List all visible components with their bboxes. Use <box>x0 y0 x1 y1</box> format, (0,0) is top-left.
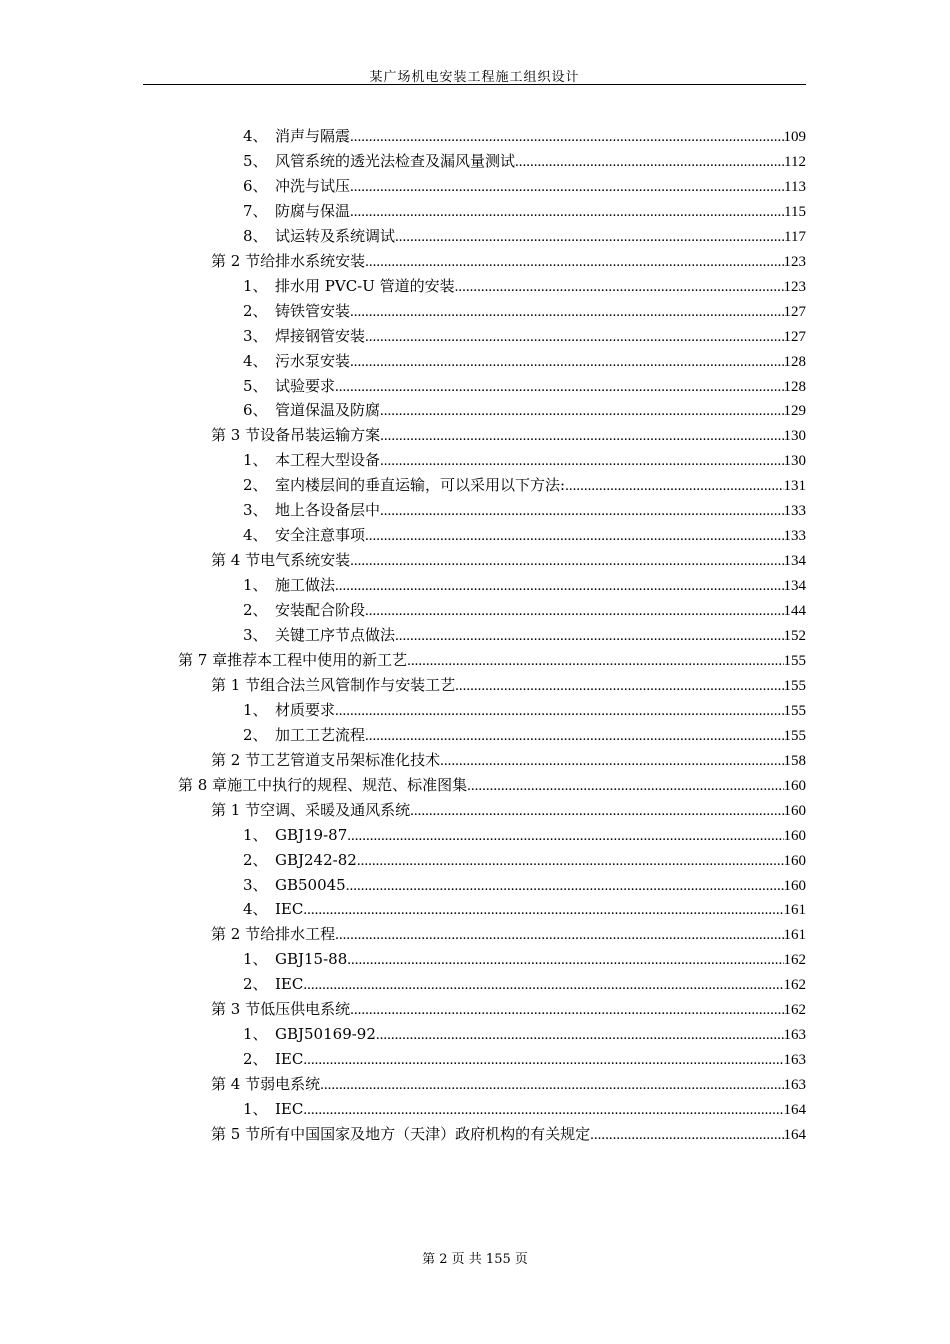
toc-entry-page: 131 <box>783 478 806 495</box>
toc-leader-dots <box>335 574 783 599</box>
toc-entry-page: 115 <box>784 203 806 220</box>
toc-entry-page: 160 <box>783 827 806 844</box>
toc-entry-number: 4、 <box>243 900 268 919</box>
toc-entry-number: 2、 <box>243 975 268 994</box>
toc-entry-number: 4、 <box>243 526 268 545</box>
toc-entry-number: 第 4 节 <box>211 551 261 570</box>
toc-entry-number: 6、 <box>243 176 268 195</box>
toc-entry-number: 8、 <box>243 226 268 245</box>
toc-entry-page: 123 <box>783 278 806 295</box>
toc-leader-dots <box>357 849 784 874</box>
toc-entry-title: 加工工艺流程 <box>275 725 366 744</box>
toc-entry-page: 133 <box>783 503 806 520</box>
toc-entry-title: 防腐与保温 <box>275 201 351 220</box>
toc-entry-number: 第 4 节 <box>211 1075 261 1094</box>
toc-entry[interactable] <box>178 773 806 798</box>
toc-leader-dots <box>376 1023 784 1048</box>
toc-entry[interactable] <box>243 623 806 648</box>
toc-entry-page: 164 <box>783 1127 806 1143</box>
toc-entry[interactable] <box>243 199 806 224</box>
toc-entry-page: 134 <box>783 553 806 570</box>
toc-entry-title: IEC <box>275 975 304 994</box>
toc-entry[interactable] <box>243 573 806 598</box>
toc-leader-dots <box>350 175 784 200</box>
toc-leader-dots <box>335 375 783 400</box>
toc-entry-title: GBJ15-88 <box>275 950 348 969</box>
toc-entry-title: 地上各设备层中 <box>275 501 381 520</box>
toc-entry[interactable] <box>211 748 806 773</box>
toc-entry-number: 1、 <box>243 451 268 470</box>
toc-entry[interactable] <box>211 1072 806 1097</box>
toc-entry[interactable] <box>243 947 806 972</box>
toc-entry[interactable] <box>243 523 806 548</box>
toc-entry[interactable] <box>243 224 806 249</box>
toc-entry-number: 3、 <box>243 626 268 644</box>
toc-entry-page: 160 <box>783 777 806 794</box>
toc-entry-title: 施工做法 <box>275 576 336 595</box>
toc-leader-dots <box>455 674 783 699</box>
toc-entry-title: 冲洗与试压 <box>275 176 351 195</box>
toc-entry-number: 第 8 章 <box>178 775 228 794</box>
toc-entry-number: 2、 <box>243 725 268 744</box>
toc-leader-dots <box>467 774 783 799</box>
toc-entry-title: GB50045 <box>275 875 346 894</box>
toc-entry-title: 关键工序节点做法 <box>275 626 396 644</box>
toc-entry[interactable] <box>211 423 806 448</box>
toc-entry-title: 空调、采暖及通风系统 <box>260 800 411 819</box>
toc-entry-page: 163 <box>783 1027 806 1044</box>
toc-entry-number: 7、 <box>243 201 268 220</box>
toc-leader-dots <box>303 973 783 998</box>
toc-entry[interactable] <box>243 374 806 399</box>
toc-leader-dots <box>350 125 783 150</box>
toc-entry[interactable] <box>243 274 806 299</box>
toc-entry-title: 试验要求 <box>275 376 336 395</box>
toc-entry[interactable] <box>243 174 806 199</box>
toc-entry-number: 第 3 节 <box>211 426 261 445</box>
toc-entry[interactable] <box>243 149 806 174</box>
toc-entry-page: 130 <box>783 453 806 470</box>
toc-entry-page: 112 <box>784 153 806 170</box>
toc-entry-page: 133 <box>783 528 806 545</box>
toc-entry-title: 消声与隔震 <box>275 127 351 145</box>
toc-entry[interactable] <box>243 897 806 922</box>
toc-entry-number: 4、 <box>243 127 268 145</box>
toc-entry[interactable] <box>243 848 806 873</box>
toc-entry-title: 弱电系统 <box>260 1075 321 1094</box>
toc-entry-page: 134 <box>783 578 806 595</box>
toc-entry[interactable] <box>243 448 806 473</box>
toc-entry-title: 所有中国国家及地方（天津）政府机构的有关规定 <box>260 1125 591 1143</box>
toc-entry-title: 焊接钢管安装 <box>275 326 366 345</box>
toc-entry[interactable] <box>243 124 806 149</box>
toc-entry-number: 3、 <box>243 326 268 345</box>
toc-entry[interactable] <box>211 249 806 274</box>
toc-entry-number: 6、 <box>243 401 268 420</box>
page-footer: 第 2 页 共 155 页 <box>422 1252 528 1267</box>
toc-entry[interactable] <box>243 972 806 997</box>
toc-entry-title: 风管系统的透光法检查及漏风量测试 <box>275 151 516 170</box>
toc-entry-number: 2、 <box>243 1050 268 1069</box>
toc-entry[interactable] <box>211 922 806 947</box>
toc-entry-title: 安装配合阶段 <box>275 601 366 620</box>
toc-entry-page: 161 <box>783 902 806 919</box>
toc-entry-title: 试运转及系统调试 <box>275 226 396 245</box>
toc-entry-title: 污水泵安装 <box>275 351 351 370</box>
toc-entry-number: 第 1 节 <box>211 800 261 819</box>
toc-entry[interactable] <box>243 598 806 623</box>
toc-entry-number: 第 7 章 <box>178 650 228 669</box>
toc-entry-number: 1、 <box>243 950 268 969</box>
toc-entry-title: 安全注意事项 <box>275 526 366 545</box>
toc-entry-page: 160 <box>783 877 806 894</box>
toc-entry-number: 第 1 节 <box>211 675 261 694</box>
toc-entry[interactable] <box>243 873 806 898</box>
toc-leader-dots <box>380 449 783 474</box>
toc-entry-number: 1、 <box>243 276 268 295</box>
toc-entry-page: 123 <box>783 253 806 270</box>
toc-entry[interactable] <box>243 823 806 848</box>
toc-entry[interactable] <box>243 473 806 498</box>
toc-entry[interactable] <box>243 324 806 349</box>
toc-leader-dots <box>515 150 784 175</box>
toc-entry[interactable] <box>211 997 806 1022</box>
toc-entry-page: 161 <box>783 927 806 944</box>
toc-entry[interactable] <box>243 299 806 324</box>
toc-entry-number: 第 3 节 <box>211 1000 261 1019</box>
toc-entry-page: 162 <box>783 1002 806 1019</box>
toc-leader-dots <box>395 225 784 250</box>
toc-entry-page: 144 <box>783 603 806 620</box>
toc-entry-page: 155 <box>783 652 806 669</box>
toc-entry[interactable] <box>211 673 806 698</box>
toc-leader-dots <box>590 1123 783 1148</box>
toc-entry-page: 128 <box>783 378 806 395</box>
toc-entry-page: 162 <box>783 977 806 994</box>
toc-leader-dots <box>320 1073 783 1098</box>
toc-entry-page: 127 <box>783 328 806 345</box>
toc-entry-page: 127 <box>783 303 806 320</box>
toc-entry-page: 162 <box>783 952 806 969</box>
toc-entry-title: 本工程大型设备 <box>275 451 381 470</box>
toc-entry-page: 113 <box>784 178 806 195</box>
toc-entry-title: 给排水工程 <box>260 925 336 944</box>
toc-entry-title: 排水用 PVC-U 管道的安装 <box>275 276 455 295</box>
toc-entry-number: 第 2 节 <box>211 251 261 270</box>
toc-leader-dots <box>335 699 783 724</box>
toc-entry-title: GBJ19-87 <box>275 825 348 844</box>
toc-leader-dots <box>365 250 783 275</box>
toc-entry-title: GBJ242-82 <box>275 850 357 869</box>
toc-entry[interactable] <box>243 349 806 374</box>
toc-leader-dots <box>565 474 783 499</box>
toc-entry-page: 152 <box>783 628 806 644</box>
toc-leader-dots <box>380 499 783 524</box>
toc-leader-dots <box>346 874 784 899</box>
toc-entry-number: 3、 <box>243 501 268 520</box>
toc-leader-dots <box>455 275 784 300</box>
toc-leader-dots <box>365 524 783 549</box>
toc-leader-dots <box>410 799 783 824</box>
toc-leader-dots <box>350 300 783 325</box>
toc-leader-dots <box>365 325 783 350</box>
toc-entry-title: 组合法兰风管制作与安装工艺 <box>260 675 456 694</box>
toc-leader-dots <box>303 1098 783 1123</box>
toc-entry-title: 管道保温及防腐 <box>275 401 381 420</box>
toc-entry-number: 第 2 节 <box>211 750 261 769</box>
toc-entry-number: 1、 <box>243 700 268 719</box>
toc-entry-number: 5、 <box>243 376 268 395</box>
toc-entry-title: 电气系统安装 <box>260 551 351 570</box>
toc-entry-page: 160 <box>783 802 806 819</box>
toc-leader-dots <box>303 898 783 923</box>
toc-entry-title: IEC <box>275 1100 304 1119</box>
toc-leader-dots <box>350 998 783 1023</box>
toc-entry-title: 施工中执行的规程、规范、标准图集 <box>227 775 468 794</box>
toc-entry-number: 2、 <box>243 601 268 620</box>
toc-entry-page: 155 <box>783 702 806 719</box>
toc-entry-number: 2、 <box>243 301 268 320</box>
toc-entry-number: 1、 <box>243 1100 268 1119</box>
toc-entry[interactable] <box>243 1022 806 1047</box>
toc-entry[interactable] <box>243 498 806 523</box>
toc-leader-dots <box>380 399 783 424</box>
toc-entry-number: 第 5 节 <box>211 1125 261 1143</box>
toc-entry-title: IEC <box>275 1050 304 1069</box>
toc-entry-number: 4、 <box>243 351 268 370</box>
toc-leader-dots <box>365 724 783 749</box>
toc-leader-dots <box>365 599 783 624</box>
toc-leader-dots <box>407 649 783 674</box>
toc-leader-dots <box>335 923 783 948</box>
toc-entry-title: 给排水系统安装 <box>260 251 366 270</box>
toc-leader-dots <box>350 350 783 375</box>
toc-entry-page: 163 <box>783 1052 806 1069</box>
toc-entry-title: IEC <box>275 900 304 919</box>
toc-entry-number: 2、 <box>243 850 268 869</box>
toc-entry-title: 铸铁管安装 <box>275 301 351 320</box>
toc-entry[interactable] <box>243 698 806 723</box>
toc-leader-dots <box>380 424 783 449</box>
toc-entry-title: 设备吊装运输方案 <box>260 426 381 445</box>
toc-entry-title: 材质要求 <box>275 700 336 719</box>
toc-entry[interactable] <box>211 798 806 823</box>
toc-leader-dots <box>303 1048 783 1073</box>
toc-entry-page: 163 <box>783 1077 806 1094</box>
toc-entry-title: 推荐本工程中使用的新工艺 <box>227 650 408 669</box>
toc-entry-title: 工艺管道支吊架标准化技术 <box>260 750 441 769</box>
toc-leader-dots <box>350 549 783 574</box>
toc-entry[interactable] <box>211 548 806 573</box>
toc-entry-number: 1、 <box>243 825 268 844</box>
toc-entry-page: 130 <box>783 428 806 445</box>
toc-entry-page: 158 <box>783 752 806 769</box>
toc-entry[interactable] <box>243 398 806 423</box>
toc-entry-page: 155 <box>783 677 806 694</box>
toc-entry[interactable] <box>243 723 806 748</box>
toc-entry-number: 3、 <box>243 875 268 894</box>
toc-leader-dots <box>440 749 783 774</box>
toc-entry-number: 1、 <box>243 1025 268 1044</box>
toc-entry-page: 128 <box>783 353 806 370</box>
toc-entry-page: 129 <box>783 403 806 420</box>
toc-entry-title: GBJ50169-92 <box>275 1025 376 1044</box>
toc-entry[interactable] <box>243 1047 806 1072</box>
toc-entry-title: 低压供电系统 <box>260 1000 351 1019</box>
toc-entry[interactable] <box>178 648 806 673</box>
toc-entry-page: 117 <box>784 228 806 245</box>
toc-entry-number: 5、 <box>243 151 268 170</box>
header-rule <box>143 84 806 85</box>
toc-entry-page: 164 <box>783 1102 806 1119</box>
toc-entry-page: 160 <box>783 852 806 869</box>
toc-entry[interactable] <box>211 1122 806 1147</box>
toc-leader-dots <box>347 948 783 973</box>
toc-leader-dots <box>347 824 783 849</box>
page-header-title: 某广场机电安装工程施工组织设计 <box>369 70 580 85</box>
toc-entry-page: 155 <box>783 727 806 744</box>
toc-leader-dots <box>350 200 784 225</box>
toc-entry-number: 2、 <box>243 476 268 495</box>
toc-entry-page: 109 <box>783 129 806 145</box>
toc-entry-title: 室内楼层间的垂直运输，可以采用以下方法: <box>275 476 566 495</box>
toc-leader-dots <box>395 624 783 649</box>
toc-entry-number: 第 2 节 <box>211 925 261 944</box>
toc-entry[interactable] <box>243 1097 806 1122</box>
toc-entry-number: 1、 <box>243 576 268 595</box>
